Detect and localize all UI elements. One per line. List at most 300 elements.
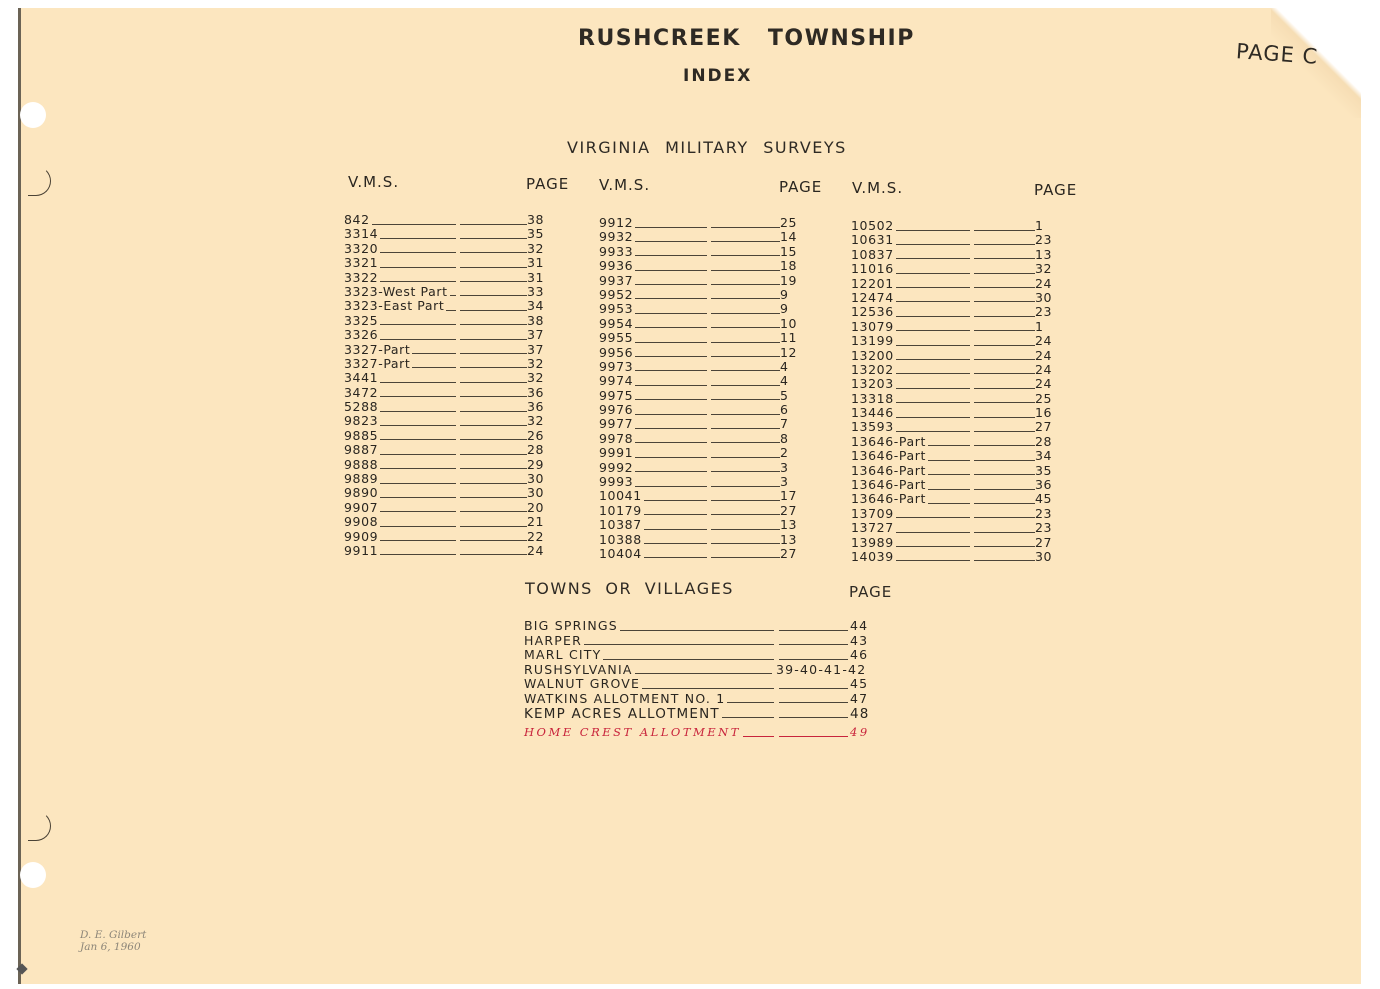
leader-line bbox=[635, 414, 707, 415]
leader-line bbox=[635, 399, 707, 400]
page-number: 33 bbox=[527, 283, 545, 299]
leader-line bbox=[711, 255, 780, 256]
vms-number: 13593 bbox=[851, 419, 894, 435]
leader-line bbox=[380, 454, 456, 455]
page-number: 5 bbox=[780, 387, 789, 403]
leader-line bbox=[460, 339, 527, 340]
leader-line bbox=[460, 554, 527, 555]
leader-line bbox=[412, 353, 456, 354]
leader-line bbox=[896, 273, 970, 274]
vms-number: 10387 bbox=[599, 517, 642, 533]
leader-line bbox=[896, 517, 970, 518]
leader-line bbox=[722, 717, 774, 718]
vms-number: 10179 bbox=[599, 502, 642, 518]
page-number: 25 bbox=[780, 215, 798, 230]
leader-line bbox=[896, 258, 970, 259]
leader-line bbox=[635, 471, 707, 472]
leader-line bbox=[460, 295, 527, 296]
page-number: 45 bbox=[1035, 491, 1053, 507]
leader-line bbox=[380, 238, 456, 239]
leader-line bbox=[779, 630, 848, 631]
vms-number: 9936 bbox=[599, 258, 634, 274]
leader-line bbox=[896, 388, 970, 389]
vms-number: 9956 bbox=[599, 344, 634, 360]
vms-number: 13646-Part bbox=[851, 433, 926, 449]
leader-line bbox=[635, 342, 707, 343]
leader-line bbox=[711, 442, 780, 443]
binder-hole-top bbox=[20, 102, 46, 128]
vms-number: 10041 bbox=[599, 488, 642, 504]
leader-line bbox=[372, 224, 456, 225]
leader-line bbox=[711, 471, 780, 472]
leader-line bbox=[460, 483, 527, 484]
page-number: 1 bbox=[1035, 218, 1044, 233]
leader-line bbox=[460, 238, 527, 239]
leader-line bbox=[974, 402, 1035, 403]
page-number: 30 bbox=[527, 485, 545, 501]
vms-number: 9975 bbox=[599, 387, 634, 403]
vms-number: 9885 bbox=[344, 427, 379, 443]
vms-number: 3325 bbox=[344, 312, 379, 328]
page-number: 20 bbox=[527, 499, 545, 515]
leader-line bbox=[974, 560, 1035, 561]
vms-number: 3322 bbox=[344, 269, 379, 285]
page-number: 28 bbox=[527, 442, 545, 458]
leader-line bbox=[711, 356, 780, 357]
leader-line bbox=[635, 385, 707, 386]
leader-line bbox=[711, 370, 780, 371]
leader-line bbox=[460, 511, 527, 512]
index-title: INDEX bbox=[683, 66, 753, 86]
leader-line bbox=[974, 345, 1035, 346]
leader-line bbox=[896, 560, 970, 561]
page-number: 24 bbox=[527, 542, 545, 558]
vms-number: 13202 bbox=[851, 361, 894, 377]
towns-page-header: PAGE bbox=[849, 583, 893, 601]
leader-line bbox=[896, 402, 970, 403]
leader-line bbox=[711, 428, 780, 429]
vms-number: 9823 bbox=[344, 413, 379, 429]
page-number: 34 bbox=[1035, 448, 1053, 464]
page-number: 15 bbox=[780, 243, 798, 259]
leader-line bbox=[644, 543, 707, 544]
leader-line bbox=[974, 273, 1035, 274]
leader-line bbox=[460, 497, 527, 498]
vms-number: 9889 bbox=[344, 471, 379, 487]
leader-line bbox=[635, 284, 707, 285]
leader-line bbox=[896, 431, 970, 432]
vms-number: 13079 bbox=[851, 318, 894, 334]
page-number: 19 bbox=[780, 272, 798, 288]
vms-number: 14039 bbox=[851, 548, 894, 564]
page-number: 13 bbox=[780, 531, 798, 547]
leader-line bbox=[635, 356, 707, 357]
leader-line bbox=[896, 359, 970, 360]
page-number: 32 bbox=[527, 370, 545, 386]
leader-line bbox=[974, 230, 1035, 231]
page-number: 9 bbox=[780, 301, 789, 317]
leader-line bbox=[974, 359, 1035, 360]
leader-line bbox=[974, 503, 1035, 504]
vms-number: 13709 bbox=[851, 505, 894, 521]
leader-line bbox=[635, 442, 707, 443]
page-number: 6 bbox=[780, 402, 789, 418]
leader-line bbox=[380, 468, 456, 469]
page-number: 16 bbox=[1035, 405, 1053, 421]
page-number: 9 bbox=[780, 286, 789, 302]
leader-line bbox=[460, 324, 527, 325]
page-number: 35 bbox=[1035, 462, 1053, 478]
leader-line bbox=[974, 244, 1035, 245]
page-number: 7 bbox=[780, 416, 789, 432]
vms-number: 9954 bbox=[599, 315, 634, 331]
leader-line bbox=[380, 252, 456, 253]
leader-line bbox=[635, 327, 707, 328]
leader-line bbox=[635, 370, 707, 371]
leader-line bbox=[974, 489, 1035, 490]
leader-line bbox=[635, 270, 707, 271]
vms-number: 3472 bbox=[344, 384, 379, 400]
leader-line bbox=[711, 500, 780, 501]
vms-number: 9937 bbox=[599, 272, 634, 288]
page-number: 37 bbox=[527, 341, 545, 357]
page-number: 23 bbox=[1035, 520, 1053, 536]
vms-number: 9887 bbox=[344, 442, 379, 458]
leader-line bbox=[620, 630, 774, 631]
vms-number: 10502 bbox=[851, 218, 894, 233]
leader-line bbox=[380, 339, 456, 340]
vms-number: 13199 bbox=[851, 333, 894, 349]
page-number: 24 bbox=[1035, 347, 1053, 363]
leader-line bbox=[974, 316, 1035, 317]
leader-line bbox=[974, 546, 1035, 547]
vms-number: 9908 bbox=[344, 514, 379, 530]
leader-line bbox=[380, 540, 456, 541]
page-number: 27 bbox=[780, 545, 798, 561]
page-number: 30 bbox=[1035, 548, 1053, 564]
page-number: 17 bbox=[780, 488, 798, 504]
leader-line bbox=[380, 554, 456, 555]
vms-number: 3327-Part bbox=[344, 341, 411, 357]
page-number: 13 bbox=[1035, 246, 1053, 262]
town-page: 48 bbox=[850, 705, 870, 722]
vms-number: 10837 bbox=[851, 246, 894, 262]
leader-line bbox=[642, 688, 774, 689]
vms-number: 9888 bbox=[344, 456, 379, 472]
vms-number: 9933 bbox=[599, 243, 634, 259]
vms-number: 13200 bbox=[851, 347, 894, 363]
leader-line bbox=[974, 373, 1035, 374]
col2-vms-header: V.M.S. bbox=[599, 176, 651, 194]
vms-number: 10404 bbox=[599, 545, 642, 561]
page-number: 27 bbox=[1035, 419, 1053, 435]
leader-line bbox=[896, 230, 970, 231]
page-number: 30 bbox=[527, 471, 545, 487]
leader-line bbox=[711, 284, 780, 285]
vms-number: 3323-East Part bbox=[344, 298, 445, 314]
vms-number: 9912 bbox=[599, 215, 634, 230]
leader-line bbox=[460, 411, 527, 412]
page-number: 8 bbox=[780, 430, 789, 446]
page-number: 24 bbox=[1035, 333, 1053, 349]
page-number: 22 bbox=[527, 528, 545, 544]
town-name: MARL CITY bbox=[524, 647, 602, 663]
town-page: 46 bbox=[850, 647, 869, 663]
leader-line bbox=[711, 457, 780, 458]
vms-number: 12474 bbox=[851, 289, 894, 305]
page-number: 4 bbox=[780, 373, 789, 389]
page-number: 4 bbox=[780, 358, 789, 374]
leader-line bbox=[711, 414, 780, 415]
leader-line bbox=[644, 500, 707, 501]
vms-number: 13446 bbox=[851, 405, 894, 421]
page-number: 3 bbox=[780, 459, 789, 475]
vms-number: 9977 bbox=[599, 416, 634, 432]
leader-line bbox=[711, 385, 780, 386]
vms-number: 5288 bbox=[344, 399, 379, 415]
page-number: 38 bbox=[527, 312, 545, 328]
leader-line bbox=[380, 483, 456, 484]
leader-line bbox=[380, 497, 456, 498]
leader-line bbox=[644, 514, 707, 515]
town-page: 45 bbox=[850, 676, 869, 692]
leader-line bbox=[896, 287, 970, 288]
vms-number: 9909 bbox=[344, 528, 379, 544]
vms-number: 9973 bbox=[599, 358, 634, 374]
vms-number: 3314 bbox=[344, 226, 379, 242]
leader-line bbox=[928, 474, 970, 475]
col2-page-header: PAGE bbox=[779, 178, 823, 196]
leader-line bbox=[460, 382, 527, 383]
leader-line bbox=[460, 396, 527, 397]
page-number: 26 bbox=[527, 427, 545, 443]
leader-line bbox=[584, 644, 774, 645]
page-number: 31 bbox=[527, 269, 545, 285]
signature-date: Jan 6, 1960 bbox=[80, 941, 141, 953]
leader-line bbox=[711, 241, 780, 242]
leader-line bbox=[896, 330, 970, 331]
vms-number: 10388 bbox=[599, 531, 642, 547]
leader-line bbox=[380, 324, 456, 325]
vms-number: 10631 bbox=[851, 232, 894, 248]
leader-line bbox=[928, 503, 970, 504]
page-number: 34 bbox=[527, 298, 545, 314]
leader-line bbox=[711, 529, 780, 530]
page-number: 30 bbox=[1035, 289, 1053, 305]
vms-number: 9991 bbox=[599, 445, 634, 461]
leader-line bbox=[779, 717, 848, 718]
vms-number: 11016 bbox=[851, 261, 894, 277]
page-number: 12 bbox=[780, 344, 798, 360]
leader-line bbox=[635, 313, 707, 314]
leader-line bbox=[928, 460, 970, 461]
leader-line bbox=[635, 298, 707, 299]
col1-vms-header: V.M.S. bbox=[348, 173, 400, 191]
leader-line bbox=[380, 511, 456, 512]
col1-page-header: PAGE bbox=[526, 175, 570, 193]
leader-line bbox=[974, 445, 1035, 446]
vms-number: 13203 bbox=[851, 376, 894, 392]
page-number: 24 bbox=[1035, 361, 1053, 377]
page-number: 14 bbox=[780, 229, 798, 245]
signature bbox=[80, 929, 146, 953]
leader-line bbox=[896, 301, 970, 302]
vms-number: 9890 bbox=[344, 485, 379, 501]
town-name: HARPER bbox=[524, 632, 582, 648]
leader-line bbox=[603, 659, 774, 660]
vms-number: 13989 bbox=[851, 534, 894, 550]
vms-number: 9953 bbox=[599, 301, 634, 317]
leader-line bbox=[635, 227, 707, 228]
leader-line bbox=[743, 736, 774, 737]
vms-number: 3321 bbox=[344, 255, 379, 271]
leader-line bbox=[380, 396, 456, 397]
leader-line bbox=[711, 327, 780, 328]
town-name: WALNUT GROVE bbox=[524, 676, 641, 692]
page-number: 36 bbox=[527, 399, 545, 415]
page-number: 31 bbox=[527, 255, 545, 271]
col3-page-header: PAGE bbox=[1034, 181, 1078, 199]
vms-number: 3326 bbox=[344, 327, 379, 343]
leader-line bbox=[727, 702, 774, 703]
page-number: 24 bbox=[1035, 376, 1053, 392]
col3-vms-header: V.M.S. bbox=[852, 179, 904, 197]
town-name: BIG SPRINGS bbox=[524, 618, 618, 633]
page-number: 21 bbox=[527, 514, 545, 530]
leader-line bbox=[974, 330, 1035, 331]
town-page: 44 bbox=[850, 618, 869, 633]
leader-line bbox=[779, 702, 848, 703]
leader-line bbox=[896, 316, 970, 317]
signature-name: D. E. Gilbert bbox=[80, 929, 147, 941]
town-page: 49 bbox=[850, 724, 870, 739]
leader-line bbox=[460, 353, 527, 354]
leader-line bbox=[460, 367, 527, 368]
leader-line bbox=[896, 417, 970, 418]
page-number: 28 bbox=[1035, 433, 1053, 449]
leader-line bbox=[635, 241, 707, 242]
town-name: HOME CREST ALLOTMENT bbox=[524, 724, 741, 739]
vms-number: 13646-Part bbox=[851, 462, 926, 478]
leader-line bbox=[896, 373, 970, 374]
town-name: KEMP ACRES ALLOTMENT bbox=[524, 705, 720, 722]
vms-number: 9978 bbox=[599, 430, 634, 446]
page-number: 35 bbox=[527, 226, 545, 242]
page-number: 18 bbox=[780, 258, 798, 274]
vms-section-title: VIRGINIA MILITARY SURVEYS bbox=[567, 138, 847, 157]
page-number: 24 bbox=[1035, 275, 1053, 291]
leader-line bbox=[635, 673, 772, 674]
leader-line bbox=[380, 526, 456, 527]
page-number: 32 bbox=[1035, 261, 1053, 277]
leader-line bbox=[711, 543, 780, 544]
leader-line bbox=[711, 270, 780, 271]
page-number: 27 bbox=[780, 502, 798, 518]
leader-line bbox=[460, 439, 527, 440]
leader-line bbox=[380, 382, 456, 383]
page-number: 3 bbox=[780, 474, 789, 490]
leader-line bbox=[460, 281, 527, 282]
vms-number: 9974 bbox=[599, 373, 634, 389]
leader-line bbox=[412, 367, 456, 368]
vms-number: 9955 bbox=[599, 330, 634, 346]
leader-line bbox=[460, 540, 527, 541]
page-number: 23 bbox=[1035, 304, 1053, 320]
leader-line bbox=[896, 244, 970, 245]
page-number: 11 bbox=[780, 330, 798, 346]
vms-number: 9976 bbox=[599, 402, 634, 418]
leader-line bbox=[711, 486, 780, 487]
leader-line bbox=[380, 411, 456, 412]
leader-line bbox=[711, 298, 780, 299]
vms-number: 9907 bbox=[344, 499, 379, 515]
leader-line bbox=[974, 258, 1035, 259]
leader-line bbox=[380, 281, 456, 282]
binder-hole-bottom bbox=[20, 862, 46, 888]
town-page: 39-40-41-42 bbox=[776, 661, 867, 677]
leader-line bbox=[974, 517, 1035, 518]
page-number: 32 bbox=[527, 240, 545, 256]
page-number: 36 bbox=[527, 384, 545, 400]
leader-line bbox=[460, 267, 527, 268]
vms-number: 13318 bbox=[851, 390, 894, 406]
page-number: 38 bbox=[527, 212, 545, 227]
page-number: 29 bbox=[527, 456, 545, 472]
town-name: RUSHSYLVANIA bbox=[524, 661, 633, 677]
leader-line bbox=[380, 267, 456, 268]
town-page: 43 bbox=[850, 632, 869, 648]
vms-number: 3327-Part bbox=[344, 355, 411, 371]
town-name: WATKINS ALLOTMENT NO. 1 bbox=[524, 690, 726, 706]
leader-line bbox=[380, 425, 456, 426]
leader-line bbox=[711, 313, 780, 314]
leader-line bbox=[779, 688, 848, 689]
leader-line bbox=[974, 474, 1035, 475]
leader-line bbox=[974, 287, 1035, 288]
leader-line bbox=[974, 388, 1035, 389]
leader-line bbox=[635, 486, 707, 487]
page-number: 27 bbox=[1035, 534, 1053, 550]
leader-line bbox=[446, 310, 456, 311]
leader-line bbox=[460, 454, 527, 455]
page-number: 23 bbox=[1035, 505, 1053, 521]
leader-line bbox=[711, 342, 780, 343]
leader-line bbox=[896, 345, 970, 346]
leader-line bbox=[460, 224, 527, 225]
leader-line bbox=[974, 417, 1035, 418]
page-number: 32 bbox=[527, 413, 545, 429]
page-number: 2 bbox=[780, 445, 789, 461]
vms-number: 12201 bbox=[851, 275, 894, 291]
vms-number: 9992 bbox=[599, 459, 634, 475]
leader-line bbox=[974, 301, 1035, 302]
page-number: 1 bbox=[1035, 318, 1044, 334]
leader-line bbox=[711, 227, 780, 228]
leader-line bbox=[460, 526, 527, 527]
vms-number: 842 bbox=[344, 212, 370, 227]
leader-line bbox=[460, 252, 527, 253]
town-page: 47 bbox=[850, 690, 869, 706]
vms-number: 13727 bbox=[851, 520, 894, 536]
leader-line bbox=[635, 255, 707, 256]
vms-number: 9952 bbox=[599, 286, 634, 302]
leader-line bbox=[974, 431, 1035, 432]
vms-number: 13646-Part bbox=[851, 448, 926, 464]
leader-line bbox=[779, 736, 848, 737]
leader-line bbox=[711, 399, 780, 400]
vms-number: 9932 bbox=[599, 229, 634, 245]
leader-line bbox=[928, 445, 970, 446]
